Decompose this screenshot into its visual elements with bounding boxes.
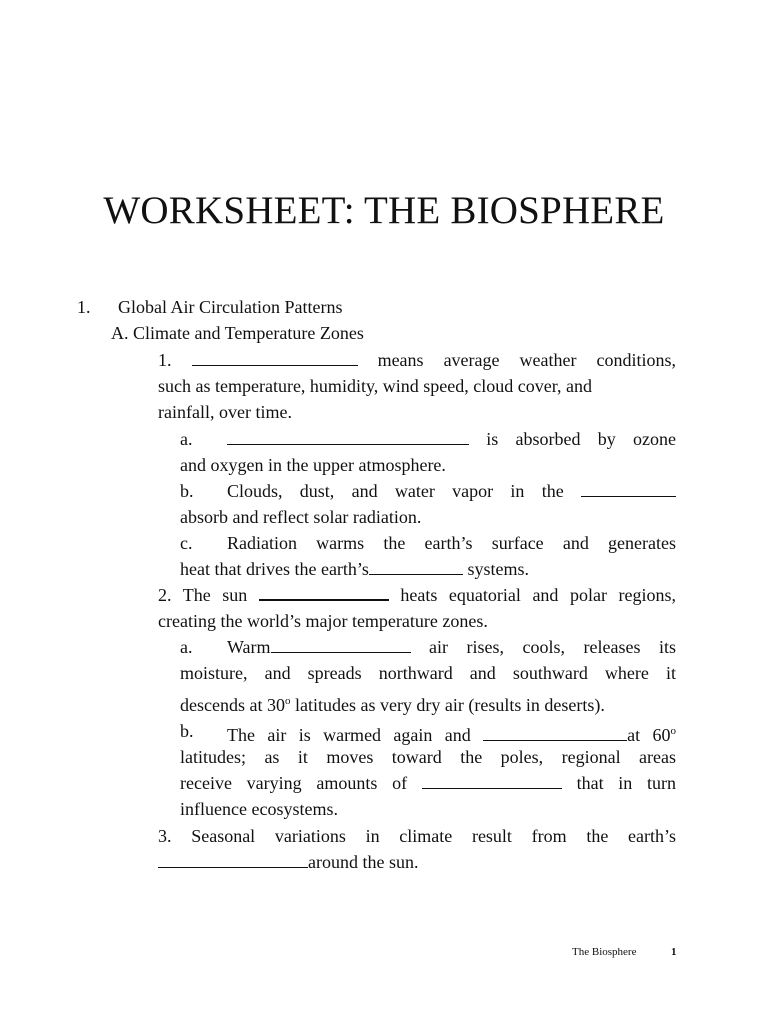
item-2a-letter: a. [180, 637, 193, 657]
item-2b-line-3 [180, 772, 676, 794]
item-text: systems. [467, 559, 529, 579]
item-1a-letter: a. [180, 429, 193, 449]
item-1c-letter: c. [180, 533, 193, 553]
answer-blank[interactable] [271, 637, 411, 653]
item-2b-letter: b. [180, 721, 194, 741]
item-text: Clouds, dust, and water vapor in the [227, 481, 564, 501]
item-text: at 60 [627, 725, 671, 745]
item-1c-line-1: Radiation warms the earth’s surface and generates [227, 533, 676, 553]
item-text: 2. The sun [158, 585, 248, 605]
answer-blank[interactable] [259, 584, 389, 601]
item-1a-line-1 [227, 428, 676, 450]
item-1-line-3: rainfall, over time. [158, 402, 292, 422]
item-1-line-2: such as temperature, humidity, wind speed, cloud cover, and [158, 376, 592, 396]
item-text: means average weather conditions, [377, 350, 677, 370]
item-2b-line-1 [227, 720, 676, 746]
item-1b-line-1 [227, 480, 676, 502]
item-text: air rises, cools, releases its [429, 637, 676, 657]
section-number: 1. [77, 297, 91, 317]
item-2-line-1 [158, 584, 676, 606]
item-1-line-1 [158, 349, 676, 371]
answer-blank[interactable] [192, 350, 358, 366]
item-text: around the sun. [308, 852, 419, 872]
item-number: 1. [158, 350, 172, 370]
item-1b-letter: b. [180, 481, 194, 501]
page-number: 1 [671, 946, 677, 958]
answer-blank[interactable] [369, 559, 463, 575]
answer-blank[interactable] [227, 429, 469, 445]
item-1b-line-2: absorb and reflect solar radiation. [180, 507, 422, 527]
answer-blank[interactable] [422, 773, 562, 789]
item-text: Warm [227, 637, 271, 657]
answer-blank[interactable] [158, 852, 308, 868]
answer-blank[interactable] [483, 725, 627, 741]
item-2b-line-4: influence ecosystems. [180, 799, 338, 819]
item-3-line-2 [158, 851, 418, 873]
item-text: receive varying amounts of [180, 773, 408, 793]
item-text: that in turn [576, 773, 677, 793]
item-1a-line-2: and oxygen in the upper atmosphere. [180, 455, 446, 475]
item-text: heat that drives the earth’s [180, 559, 369, 579]
subsection-heading: A. Climate and Temperature Zones [111, 323, 364, 343]
item-2a-line-2: moisture, and spreads northward and southward where it [180, 663, 676, 683]
degree-symbol: o [670, 725, 676, 737]
item-text: descends at 30 [180, 695, 285, 715]
item-2a-line-1 [227, 636, 676, 658]
answer-blank[interactable] [581, 481, 676, 497]
item-3-line-1: 3. Seasonal variations in climate result from the earth’s [158, 826, 676, 846]
degree-symbol: o [284, 695, 291, 707]
item-2a-line-3 [180, 690, 605, 716]
worksheet-title: WORKSHEET: THE BIOSPHERE [103, 189, 665, 232]
item-text: is absorbed by ozone [486, 429, 677, 449]
item-2-line-2: creating the world’s major temperature zones. [158, 611, 488, 631]
item-2b-line-2: latitudes; as it moves toward the poles, regional areas [180, 747, 676, 767]
section-heading: Global Air Circulation Patterns [118, 297, 343, 317]
item-text: latitudes as very dry air (results in deserts). [290, 695, 605, 715]
footer-label: The Biosphere [572, 946, 637, 958]
item-text: heats equatorial and polar regions, [400, 585, 677, 605]
item-1c-line-2 [180, 558, 529, 580]
item-text: The air is warmed again and [227, 725, 471, 745]
